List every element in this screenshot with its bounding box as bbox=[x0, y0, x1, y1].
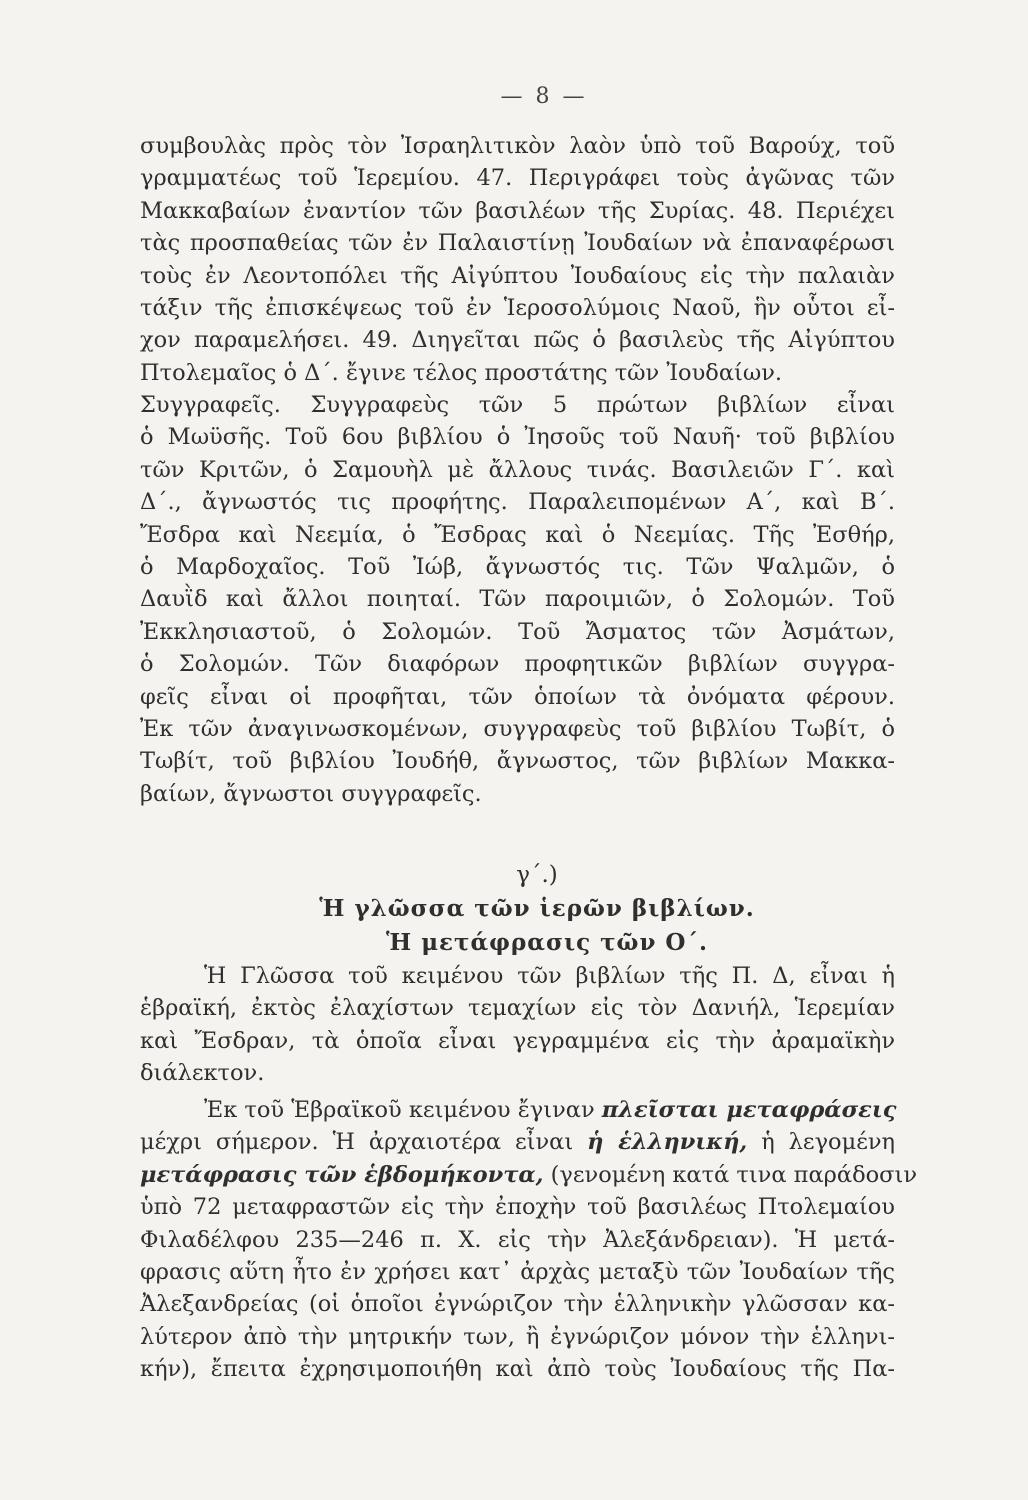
text-line: Τωβίτ, τοῦ βιβλίου Ἰουδήθ, ἄγνωστος, τῶν βιβλίων Μακκα- bbox=[140, 748, 895, 775]
text-line: Δ΄., ἄγνωστός τις προφήτης. Παραλειπομένων Α΄, καὶ Β΄. bbox=[140, 489, 895, 516]
text-line bbox=[140, 1126, 895, 1158]
text-line: φεῖς εἶναι οἱ προφῆται, τῶν ὁποίων τὰ ὀνόματα φέρουν. bbox=[140, 683, 895, 710]
emphasis-run: πλεῖσται μεταφράσεις bbox=[601, 1097, 897, 1123]
text-line: ἑβραϊκή, ἐκτὸς ἐλαχίστων τεμαχίων εἰς τὸν Δανιήλ, Ἱερεμίαν bbox=[140, 995, 895, 1022]
text-run: Ἐκ τοῦ Ἑβραϊκοῦ κειμένου ἔγιναν bbox=[204, 1097, 595, 1123]
text-line: Ἐκ τῶν ἀναγινωσκομένων, συγγραφεὺς τοῦ βιβλίου Τωβίτ, ὁ bbox=[140, 715, 895, 742]
paragraph-authors bbox=[140, 389, 895, 810]
text-run: ἡ λεγομένη bbox=[761, 1129, 896, 1156]
text-line: διάλεκτον. bbox=[140, 1060, 265, 1087]
paragraph-translations bbox=[140, 1094, 918, 1386]
text-line bbox=[140, 1159, 918, 1191]
page-number: — 8 — bbox=[500, 84, 588, 109]
text-line bbox=[140, 1094, 895, 1126]
text-line: ὑπὸ 72 μεταφραστῶν εἰς τὴν ἐποχὴν τοῦ βασιλέως Πτολεμαίου bbox=[140, 1194, 895, 1221]
section-heading-title: Ἡ γλῶσσα τῶν ἱερῶν βιβλίων. bbox=[319, 895, 755, 922]
section-heading bbox=[0, 858, 1028, 960]
text-line: Συγγραφεῖς. Συγγραφεὺς τῶν 5 πρώτων βιβλίων εἶναι bbox=[140, 392, 895, 418]
section-heading-prefix: γ΄.) bbox=[516, 862, 558, 888]
text-line: Μακκαβαίων ἐναντίον τῶν βασιλέων τῆς Συρίας. 48. Περιέχει bbox=[140, 197, 895, 224]
text-run: μέχρι σήμερον. Ἡ ἀρχαιοτέρα εἶναι bbox=[140, 1129, 574, 1156]
paragraph-books-summary bbox=[140, 130, 895, 389]
text-line: φρασις αὕτη ἦτο ἐν χρήσει κατ᾽ ἀρχὰς μεταξὺ τῶν Ἰουδαίων τῆς bbox=[140, 1258, 895, 1285]
text-line: Ἔσδρα καὶ Νεεμία, ὁ Ἔσδρας καὶ ὁ Νεεμίας. Τῆς Ἐσθήρ, bbox=[140, 521, 895, 548]
text-line: λύτερον ἀπὸ τὴν μητρικήν των, ἢ ἐγνώριζον μόνον τὴν ἑλληνι- bbox=[140, 1323, 895, 1350]
text-line: Ἡ Γλῶσσα τοῦ κειμένου τῶν βιβλίων τῆς Π. Δ, εἶναι ἡ bbox=[204, 963, 895, 989]
text-line: βαίων, ἄγνωστοι συγγραφεῖς. bbox=[140, 780, 482, 807]
text-line: Φιλαδέλφου 235—246 π. Χ. εἰς τὴν Ἀλεξάνδρειαν). Ἡ μετά- bbox=[140, 1226, 895, 1253]
text-line: τοὺς ἐν Λεοντοπόλει τῆς Αἰγύπτου Ἰουδαίους εἰς τὴν παλαιὰν bbox=[140, 262, 895, 289]
text-line: ὁ Σολομών. Τῶν διαφόρων προφητικῶν βιβλίων συγγρα- bbox=[140, 651, 895, 678]
text-line: τάξιν τῆς ἐπισκέψεως τοῦ ἐν Ἱεροσολύμοις Ναοῦ, ἣν οὗτοι εἶ- bbox=[140, 294, 895, 321]
section-heading-subtitle: Ἡ μετάφρασις τῶν Ο΄. bbox=[386, 929, 708, 956]
text-run: (γενομένη κατά τινα παράδοσιν bbox=[550, 1161, 918, 1188]
text-line: Πτολεμαῖος ὁ Δ΄. ἔγινε τέλος προστάτης τῶν Ἰουδαίων. bbox=[140, 359, 783, 386]
text-line: ὁ Μωϋσῆς. Τοῦ 6ου βιβλίου ὁ Ἰησοῦς τοῦ Ναυῆ· τοῦ βιβλίου bbox=[140, 424, 895, 451]
emphasis-run: μετάφρασις τῶν ἑβδομήκοντα, bbox=[140, 1161, 544, 1188]
text-line: Δαυῒδ καὶ ἄλλοι ποιηταί. Τῶν παροιμιῶν, ὁ Σολομών. Τοῦ bbox=[140, 586, 895, 613]
text-line: χον παραμελήσει. 49. Διηγεῖται πῶς ὁ βασιλεὺς τῆς Αἰγύπτου bbox=[140, 327, 895, 354]
text-line: Ἀλεξανδρείας (οἱ ὁποῖοι ἐγνώριζον τὴν ἑλληνικὴν γλῶσσαν κα- bbox=[140, 1291, 895, 1318]
text-line: Ἐκκλησιαστοῦ, ὁ Σολομών. Τοῦ Ἄσματος τῶν Ἀσμάτων, bbox=[140, 618, 895, 645]
text-line: γραμματέως τοῦ Ἱερεμίου. 47. Περιγράφει τοὺς ἀγῶνας τῶν bbox=[140, 165, 895, 192]
section-heading-line1 bbox=[46, 858, 1028, 926]
emphasis-run: ἡ ἑλληνική, bbox=[587, 1129, 748, 1156]
text-line: τῶν Κριτῶν, ὁ Σαμουὴλ μὲ ἄλλους τινάς. Βασιλειῶν Γ΄. καὶ bbox=[140, 456, 895, 483]
text-line: καὶ Ἔσδραν, τὰ ὁποῖα εἶναι γεγραμμένα εἰς τὴν ἀραμαϊκὴν bbox=[140, 1027, 895, 1054]
text-line: συμβουλὰς πρὸς τὸν Ἰσραηλιτικὸν λαὸν ὑπὸ τοῦ Βαρούχ, τοῦ bbox=[140, 133, 895, 159]
text-line: ὁ Μαρδοχαῖος. Τοῦ Ἰώβ, ἄγνωστός τις. Τῶν Ψαλμῶν, ὁ bbox=[140, 553, 895, 580]
text-line: τὰς προσπαθείας τῶν ἐν Παλαιστίνῃ Ἰουδαίων νὰ ἐπαναφέρωσι bbox=[140, 230, 895, 257]
text-line: κήν), ἔπειτα ἐχρησιμοποιήθη καὶ ἀπὸ τοὺς Ἰουδαίους τῆς Πα- bbox=[140, 1356, 895, 1383]
paragraph-language bbox=[140, 960, 895, 1090]
